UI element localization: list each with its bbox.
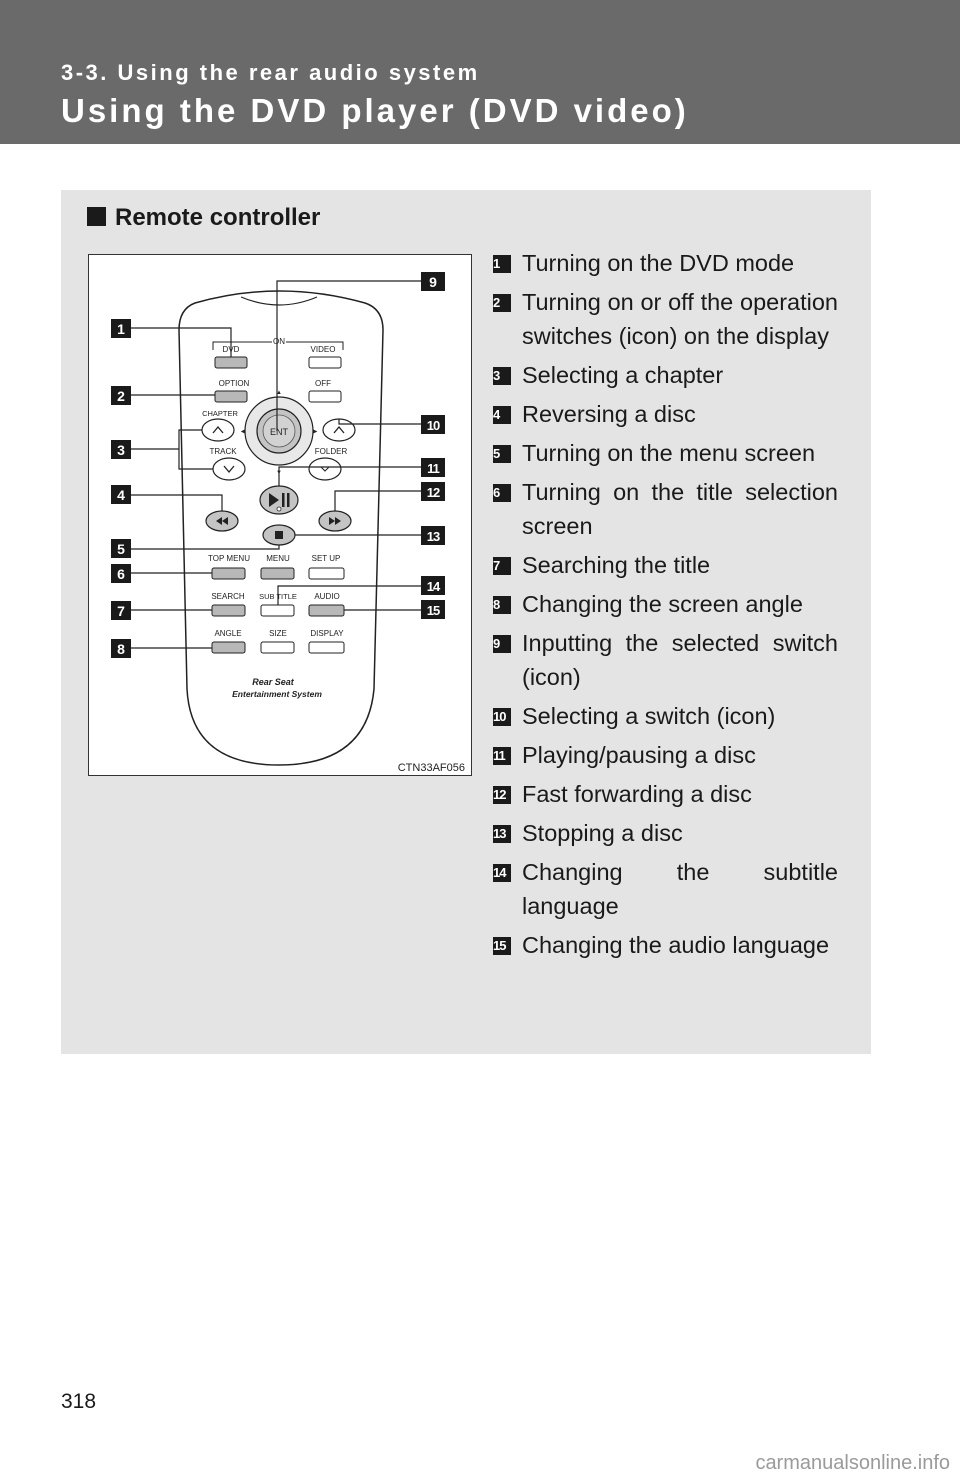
label-size: SIZE bbox=[269, 629, 287, 638]
page-number: 318 bbox=[61, 1390, 97, 1413]
brand-line-1: Rear Seat bbox=[252, 677, 294, 687]
number-badge: 12 bbox=[493, 786, 511, 804]
list-item-text: Changing the audio language bbox=[522, 932, 830, 958]
page-header bbox=[0, 0, 960, 144]
label-set-up: SET UP bbox=[311, 554, 341, 563]
left-callouts bbox=[111, 319, 131, 658]
label-sub-title: SUB TITLE bbox=[259, 592, 297, 601]
list-item bbox=[493, 855, 838, 923]
label-audio: AUDIO bbox=[314, 592, 340, 601]
list-item-text: Searching the title bbox=[522, 552, 711, 578]
list-item bbox=[493, 475, 838, 543]
list-item-text: Stopping a disc bbox=[522, 820, 683, 846]
callout-14: 14 bbox=[426, 579, 440, 594]
top-menu-button bbox=[212, 568, 245, 579]
callout-13: 13 bbox=[426, 529, 440, 544]
callout-5: 5 bbox=[117, 541, 125, 557]
callout-9: 9 bbox=[429, 274, 437, 290]
list-item bbox=[493, 358, 838, 392]
list-item-text: Turning on or off the operation switches (icon) on the display bbox=[522, 289, 838, 349]
svg-text:◀: ◀ bbox=[240, 429, 246, 435]
list-item bbox=[493, 587, 838, 621]
figure-code: CTN33AF056 bbox=[397, 762, 465, 774]
number-badge: 14 bbox=[493, 864, 511, 882]
label-search: SEARCH bbox=[211, 592, 245, 601]
list-item-text: Changing the subtitle language bbox=[522, 859, 838, 919]
size-button bbox=[261, 642, 294, 653]
callout-12: 12 bbox=[426, 485, 440, 500]
menu-button bbox=[261, 568, 294, 579]
number-badge: 9 bbox=[493, 635, 511, 653]
label-ent: ENT bbox=[270, 427, 288, 437]
remote-diagram bbox=[88, 254, 472, 776]
label-chapter: CHAPTER bbox=[202, 409, 238, 418]
number-badge: 8 bbox=[493, 596, 511, 614]
number-badge: 3 bbox=[493, 367, 511, 385]
watermark: carmanualsonline.info bbox=[755, 1452, 950, 1474]
function-list bbox=[493, 246, 838, 967]
display-button bbox=[309, 642, 344, 653]
svg-text:▼: ▼ bbox=[276, 470, 282, 476]
brand-line-2: Entertainment System bbox=[232, 689, 322, 699]
list-item bbox=[493, 397, 838, 431]
number-badge: 15 bbox=[493, 937, 511, 955]
list-item bbox=[493, 699, 838, 733]
label-video: VIDEO bbox=[310, 345, 336, 354]
list-item-text: Turning on the DVD mode bbox=[522, 250, 795, 276]
svg-text:▲: ▲ bbox=[276, 390, 282, 396]
callout-1: 1 bbox=[117, 321, 125, 337]
callout-11: 11 bbox=[427, 461, 439, 476]
list-item-text: Selecting a chapter bbox=[522, 362, 724, 388]
svg-text:▶: ▶ bbox=[312, 429, 318, 435]
square-bullet-icon bbox=[87, 207, 106, 226]
list-item bbox=[493, 816, 838, 850]
callout-2: 2 bbox=[117, 388, 125, 404]
section-title bbox=[87, 204, 320, 232]
number-badge: 5 bbox=[493, 445, 511, 463]
section-title-text: Remote controller bbox=[115, 204, 321, 231]
number-badge: 6 bbox=[493, 484, 511, 502]
label-folder: FOLDER bbox=[314, 447, 348, 456]
audio-button bbox=[309, 605, 344, 616]
callout-15: 15 bbox=[426, 603, 440, 618]
list-item bbox=[493, 777, 838, 811]
list-item-text: Selecting a switch (icon) bbox=[522, 703, 776, 729]
list-item-text: Inputting the selected switch (icon) bbox=[522, 630, 838, 690]
off-button bbox=[309, 391, 341, 402]
number-badge: 10 bbox=[493, 708, 511, 726]
callout-7: 7 bbox=[117, 603, 125, 619]
label-option: OPTION bbox=[218, 379, 250, 388]
folder-down-button bbox=[309, 458, 341, 480]
list-item-text: Playing/pausing a disc bbox=[522, 742, 756, 768]
callout-8: 8 bbox=[117, 641, 125, 657]
list-item bbox=[493, 285, 838, 353]
callout-6: 6 bbox=[117, 566, 125, 582]
list-item bbox=[493, 246, 838, 280]
list-item bbox=[493, 738, 838, 772]
label-angle: ANGLE bbox=[214, 629, 242, 638]
label-display: DISPLAY bbox=[310, 629, 344, 638]
label-on: ON bbox=[273, 337, 285, 346]
section-heading: 3-3. Using the rear audio system bbox=[61, 60, 480, 85]
list-item bbox=[493, 548, 838, 582]
search-button bbox=[212, 605, 245, 616]
number-badge: 7 bbox=[493, 557, 511, 575]
right-callouts bbox=[421, 272, 445, 619]
option-button bbox=[215, 391, 247, 402]
number-badge: 4 bbox=[493, 406, 511, 424]
list-item bbox=[493, 626, 838, 694]
number-badge: 11 bbox=[493, 747, 511, 765]
callout-3: 3 bbox=[117, 442, 125, 458]
callout-4: 4 bbox=[117, 487, 125, 503]
set-up-button bbox=[309, 568, 344, 579]
angle-button bbox=[212, 642, 245, 653]
number-badge: 1 bbox=[493, 255, 511, 273]
list-item-text: Reversing a disc bbox=[522, 401, 696, 427]
chapter-up-button bbox=[202, 419, 234, 441]
page-title: Using the DVD player (DVD video) bbox=[61, 92, 689, 129]
list-item-text: Turning on the title selection screen bbox=[522, 479, 838, 539]
number-badge: 2 bbox=[493, 294, 511, 312]
callout-10: 10 bbox=[426, 418, 440, 433]
list-item bbox=[493, 928, 838, 962]
video-button bbox=[309, 357, 341, 368]
list-item bbox=[493, 436, 838, 470]
list-item-text: Changing the screen angle bbox=[522, 591, 803, 617]
label-off: OFF bbox=[315, 379, 331, 388]
dvd-button bbox=[215, 357, 247, 368]
sub-title-button bbox=[261, 605, 294, 616]
label-top-menu: TOP MENU bbox=[208, 554, 250, 563]
list-item-text: Turning on the menu screen bbox=[522, 440, 816, 466]
label-menu: MENU bbox=[266, 554, 290, 563]
label-track: TRACK bbox=[209, 447, 237, 456]
number-badge: 13 bbox=[493, 825, 511, 843]
label-dvd: DVD bbox=[222, 345, 240, 354]
track-down-button bbox=[213, 458, 245, 480]
list-item-text: Fast forwarding a disc bbox=[522, 781, 752, 807]
